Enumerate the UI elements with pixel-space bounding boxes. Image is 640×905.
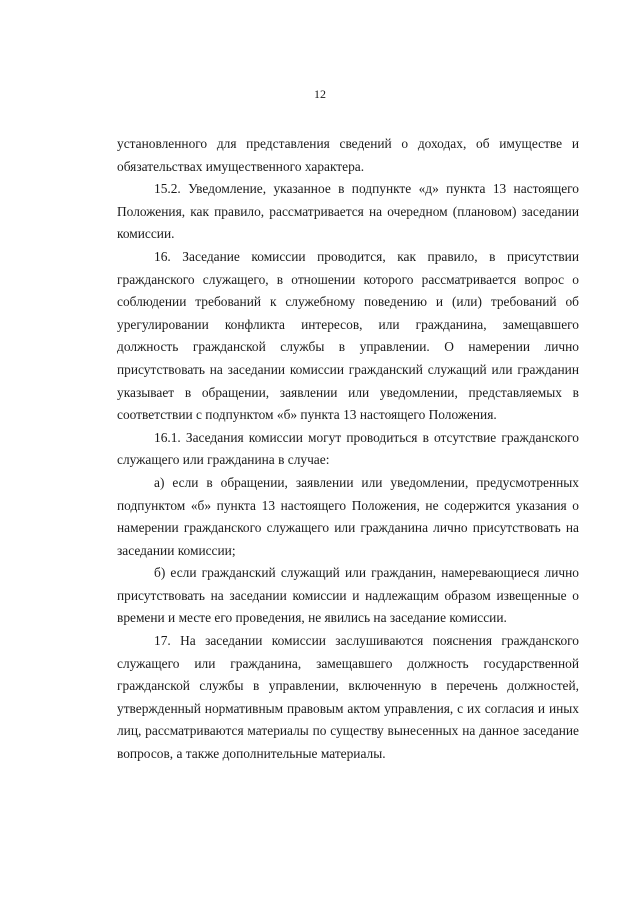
paragraph-15-2: 15.2. Уведомление, указанное в подпункте «д» пункта 13 настоящего Положения, как правило, рассматривается на очередном (плановом) заседании комиссии. bbox=[117, 181, 579, 242]
paragraph-16-1-b: б) если гражданский служащий или гражданин, намеревающиеся лично присутствовать на заседании комиссии и надлежащим образом извещенные о времени и месте его проведения, не явились на заседание комиссии. bbox=[117, 565, 579, 626]
paragraph-16-1-a: а) если в обращении, заявлении или уведомлении, предусмотренных подпунктом «б» пункта 13 настоящего Положения, не содержится указания о намерении гражданского служащего или гражданина лично присутствовать на заседании комиссии; bbox=[117, 474, 579, 558]
document-body bbox=[117, 133, 579, 766]
paragraph-16: 16. Заседание комиссии проводится, как правило, в присутствии гражданского служащего, в отношении которого рассматривается вопрос о соблюдении требований к служебному поведению и (или) требований об урегулировании конфликта интересов, или гражданина, замещавшего должность гражданской службы в управлении. О намерении лично присутствовать на заседании комиссии гражданский служащий или гражданин указывает в обращении, заявлении или уведомлении, представляемых в соответствии с подпунктом «б» пункта 13 настоящего Положения. bbox=[117, 248, 579, 423]
page-number: 12 bbox=[314, 87, 326, 101]
paragraph-17: 17. На заседании комиссии заслушиваются пояснения гражданского служащего или гражданина, замещавшего должность государственной гражданской службы в управлении, включенную в перечень должностей, утвержденный нормативным правовым актом управления, с их согласия и иных лиц, рассматриваются материалы по существу вынесенных на данное заседание вопросов, а также дополнительные материалы. bbox=[117, 633, 579, 762]
paragraph-16-1: 16.1. Заседания комиссии могут проводиться в отсутствие гражданского служащего или гражданина в случае: bbox=[117, 429, 579, 468]
paragraph-continuation: установленного для представления сведений о доходах, об имуществе и обязательствах имущественного характера. bbox=[117, 136, 579, 174]
